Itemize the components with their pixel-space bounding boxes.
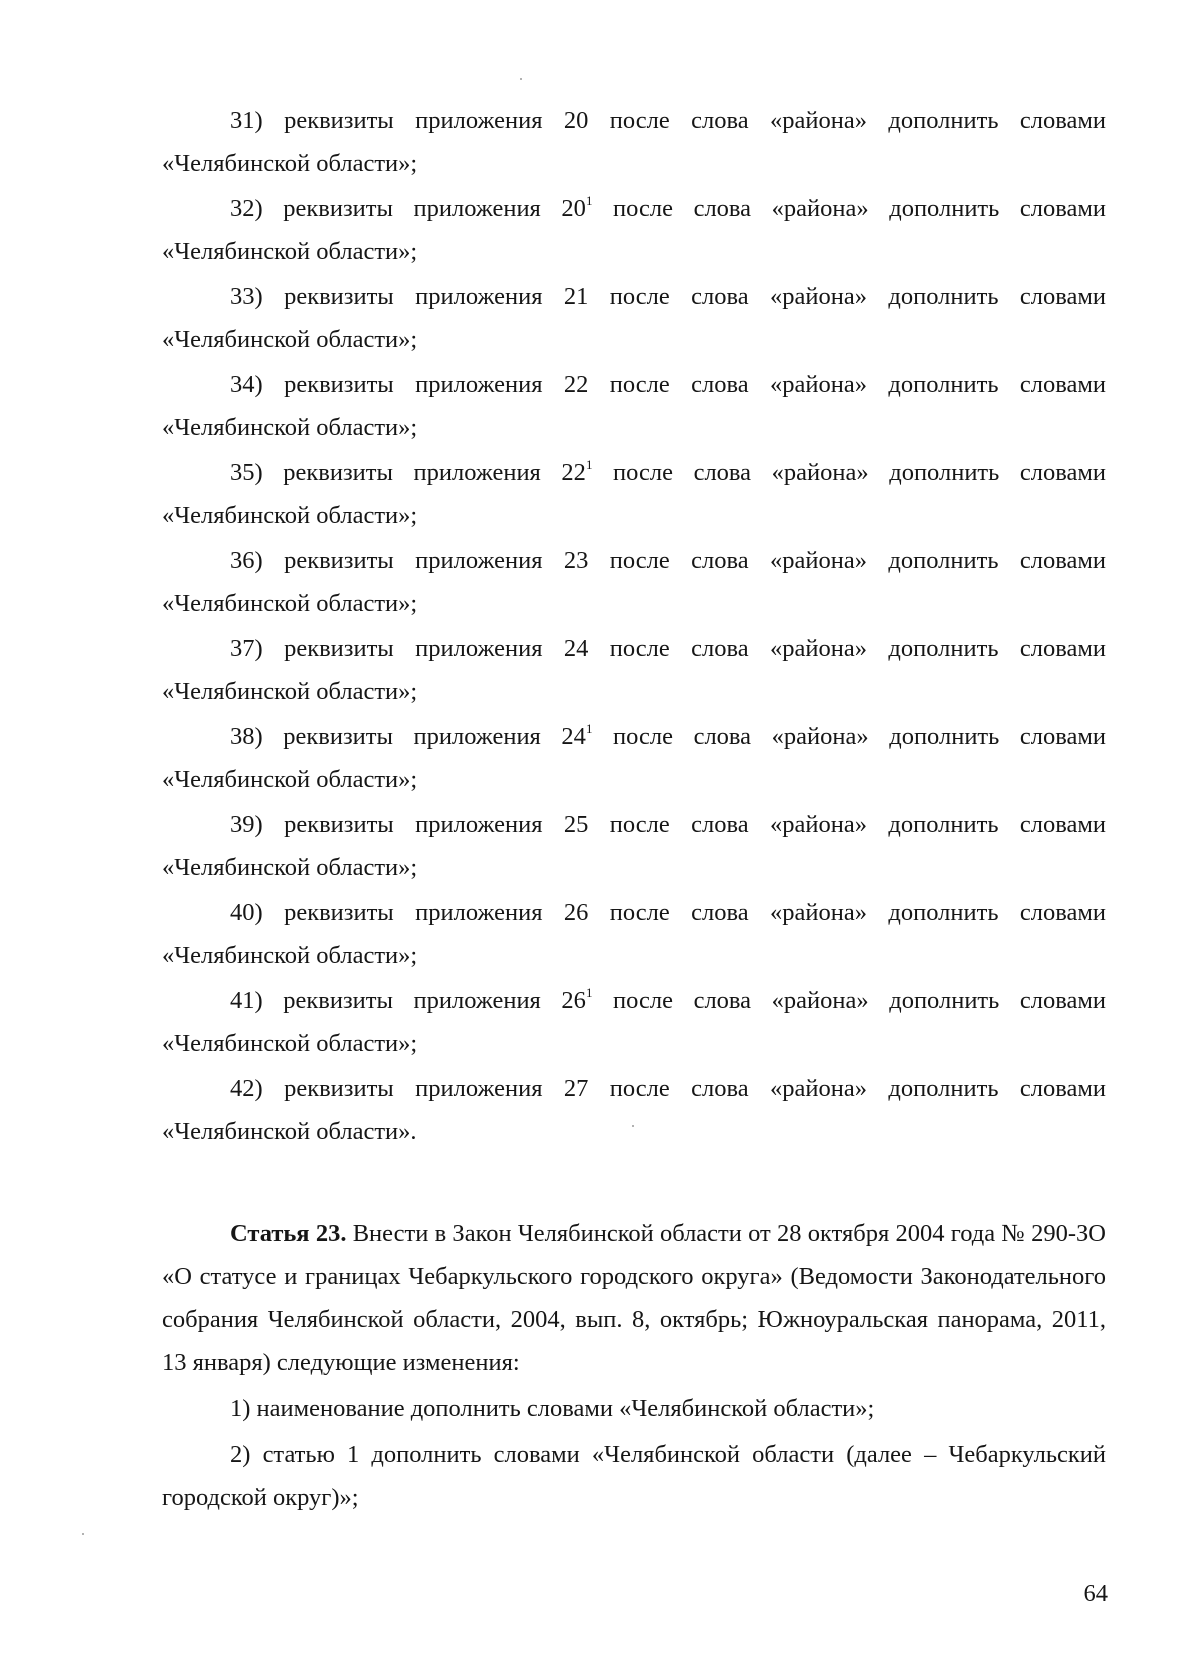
amendment-item: 40) реквизиты приложения 26 после слова «района» дополнить словами «Челябинской области»;	[162, 899, 1106, 969]
scan-speck	[632, 1125, 634, 1127]
article-intro	[162, 1212, 1106, 1384]
amendment-item: 39) реквизиты приложения 25 после слова «района» дополнить словами «Челябинской области»;	[162, 811, 1106, 881]
superscript: 1	[585, 985, 593, 1000]
article-text: Внести в Закон Челябинской области от 28 октября 2004 года № 290-ЗО «О статусе и границах Чебаркульского городского округа» (Ведомости Законодательного собрания Челябинской области, 2004, вып. 8, октябрь; Южноуральская панорама, 2011, 13 января) следующие изменения:	[162, 1220, 1106, 1376]
article-sub-item: 2) статью 1 дополнить словами «Челябинской области (далее – Чебаркульский городской округ)»;	[162, 1441, 1106, 1511]
amendment-item: 37) реквизиты приложения 24 после слова «района» дополнить словами «Челябинской области»;	[162, 635, 1106, 705]
scan-speck	[520, 78, 522, 80]
amendment-item: 35) реквизиты приложения $22^1$ после слова «района» дополнить словами «Челябинской области»;	[162, 457, 1106, 529]
amendment-item: 32) реквизиты приложения $20^1$ после слова «района» дополнить словами «Челябинской области»;	[162, 193, 1106, 265]
amendment-item: 33) реквизиты приложения 21 после слова «района» дополнить словами «Челябинской области»;	[162, 283, 1106, 353]
amendment-item: 34) реквизиты приложения 22 после слова «района» дополнить словами «Челябинской области»;	[162, 371, 1106, 441]
article-23	[162, 1212, 1106, 1522]
superscript: 1	[585, 457, 593, 472]
article-sub-item: 1) наименование дополнить словами «Челябинской области»;	[230, 1395, 875, 1422]
amendment-item: 36) реквизиты приложения 23 после слова «района» дополнить словами «Челябинской области»;	[162, 547, 1106, 617]
amendment-item: 31) реквизиты приложения 20 после слова «района» дополнить словами «Челябинской области»;	[162, 107, 1106, 177]
superscript: 1	[585, 193, 593, 208]
page-number: 64	[1083, 1580, 1108, 1607]
amendment-list	[162, 99, 1106, 1155]
article-heading: Статья 23.	[230, 1220, 347, 1247]
amendment-item: 41) реквизиты приложения $26^1$ после слова «района» дополнить словами «Челябинской области»;	[162, 985, 1106, 1057]
scan-speck	[82, 1533, 84, 1535]
superscript: 1	[585, 721, 593, 736]
amendment-item: 38) реквизиты приложения $24^1$ после слова «района» дополнить словами «Челябинской области»;	[162, 721, 1106, 793]
amendment-item: 42) реквизиты приложения 27 после слова «района» дополнить словами «Челябинской области».	[162, 1075, 1106, 1145]
